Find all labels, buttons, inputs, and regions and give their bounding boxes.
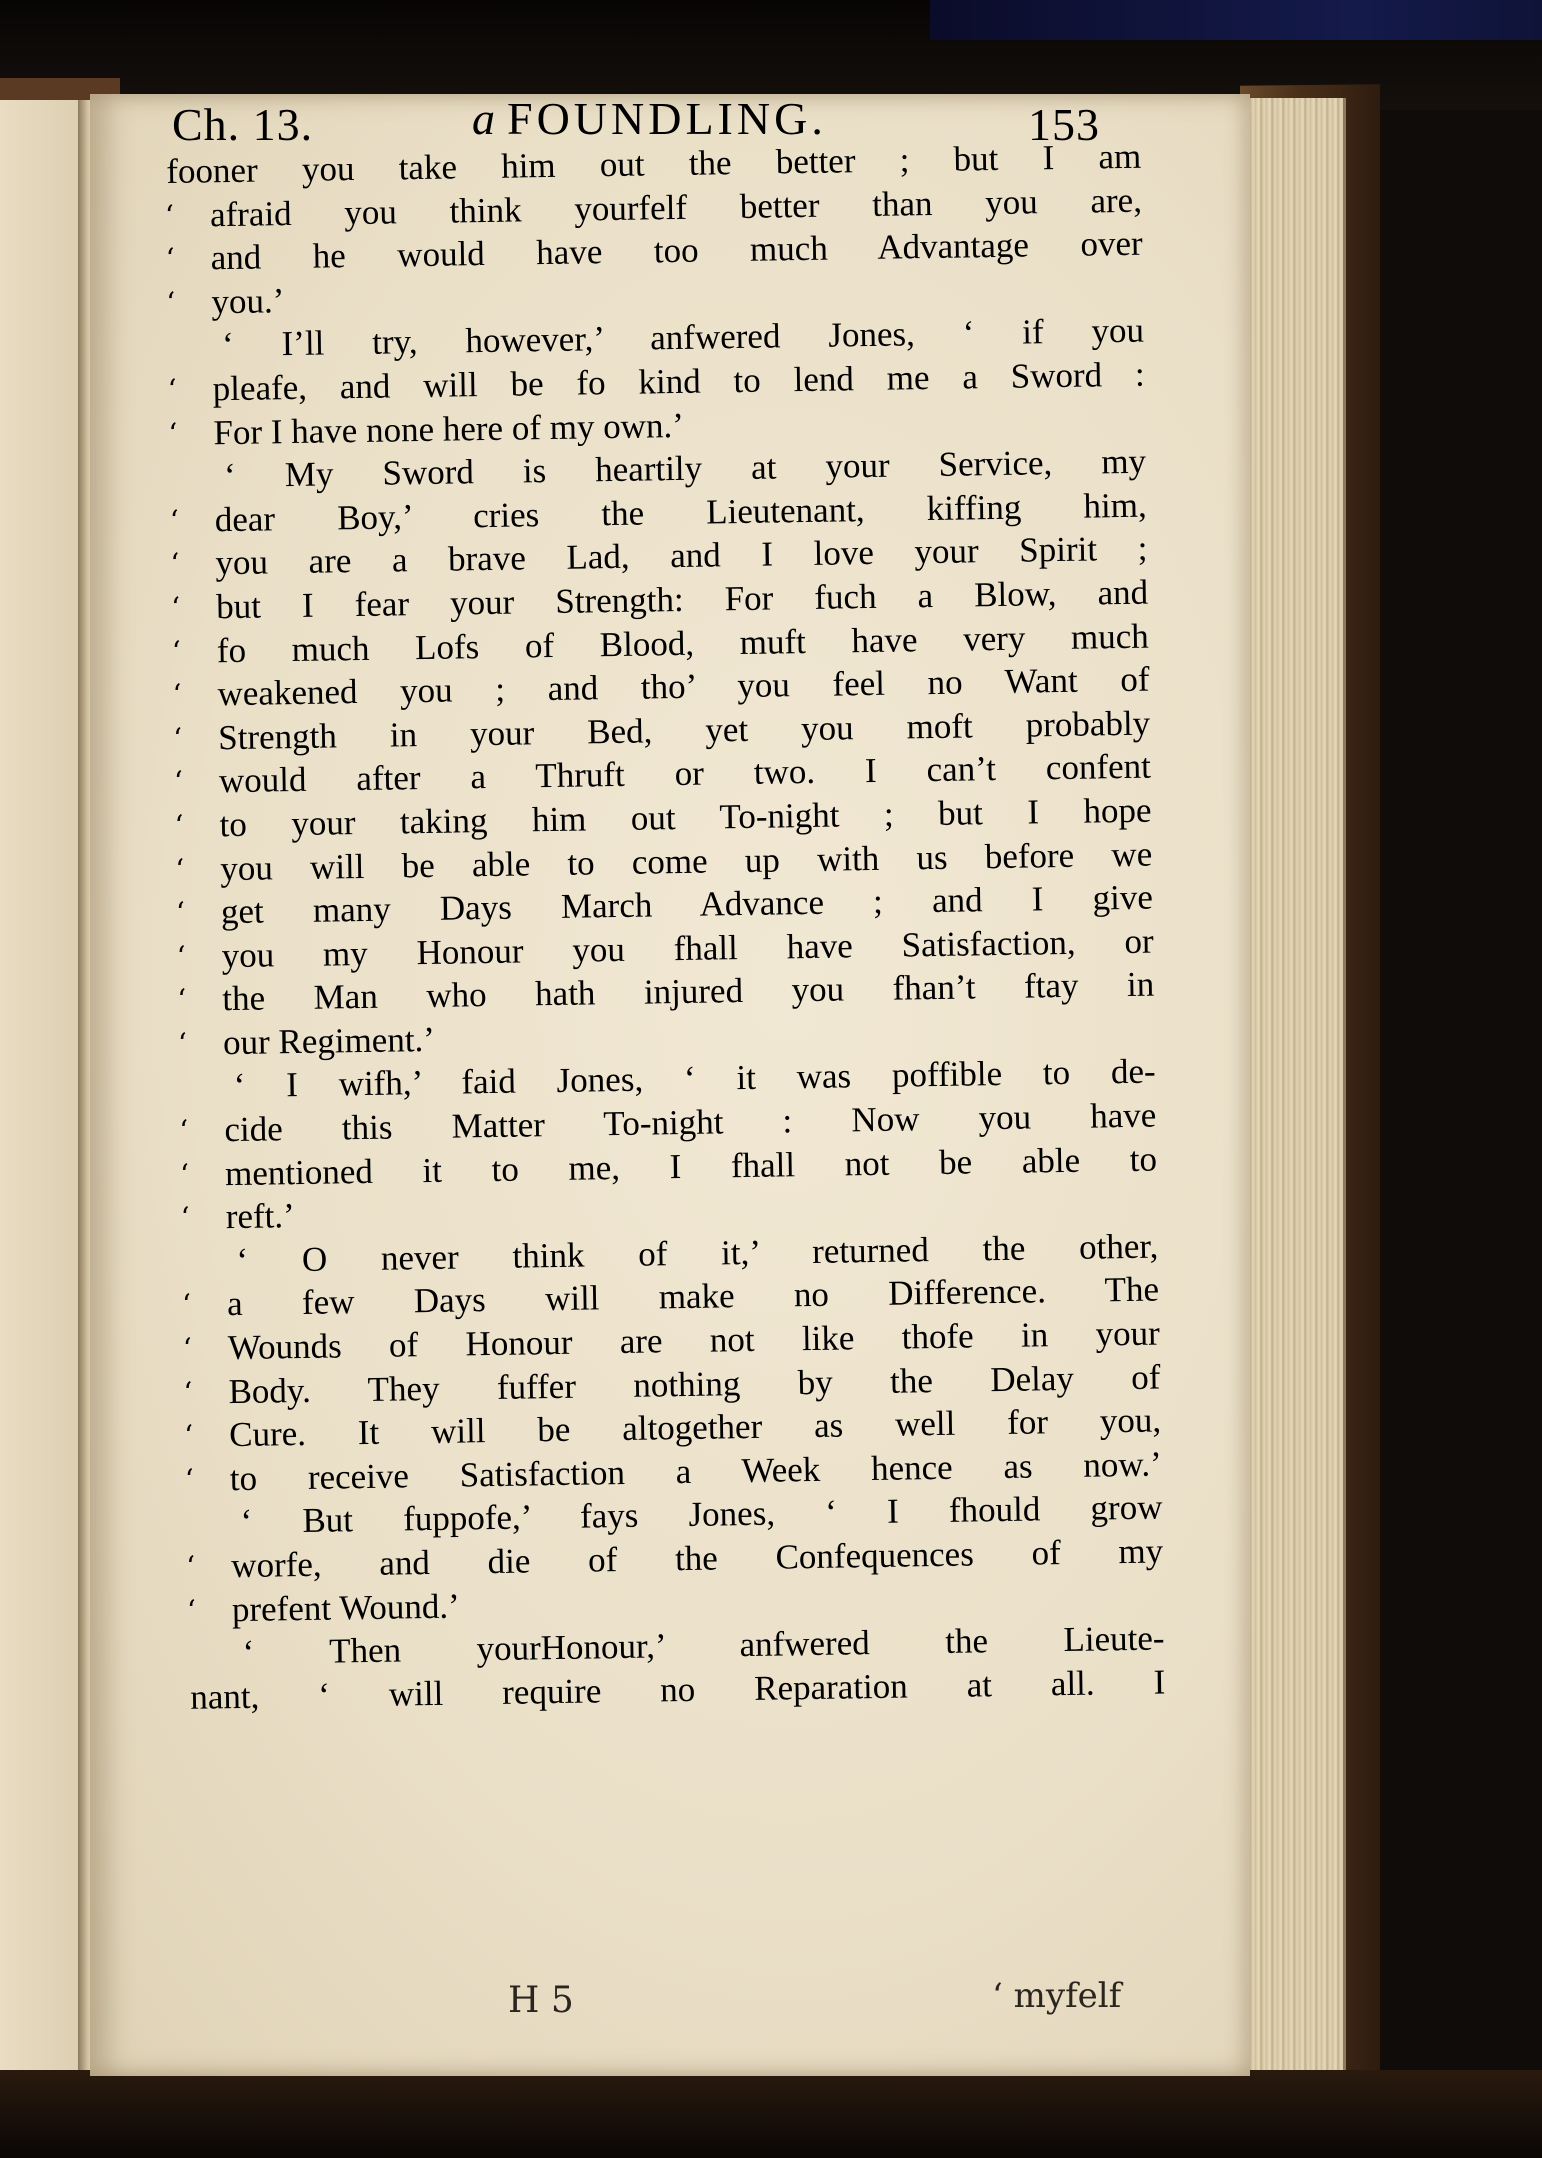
title-prefix: a	[472, 93, 495, 144]
line-text: our Regiment.’	[222, 1019, 436, 1063]
line-text: Strength in your Bed, yet you moft probably	[217, 703, 1151, 757]
margin-quote-mark: ‘	[181, 1288, 192, 1322]
chapter-label: Ch. 13.	[172, 99, 314, 150]
line-text: fooner you take him out the better ; but I am	[166, 136, 1142, 191]
line-text: a few Days will make no Difference. The	[226, 1269, 1160, 1324]
line-text: nant, ‘ will require no Reparation at all. I	[189, 1662, 1166, 1717]
margin-quote-mark: ‘	[171, 634, 182, 668]
margin-quote-mark: ‘	[173, 765, 184, 799]
margin-quote-mark: ‘	[175, 852, 185, 886]
page-number: 153	[1028, 99, 1100, 150]
line-text: ‘ But fuppofe,’ fays Jones, ‘ I fhould grow	[240, 1487, 1163, 1542]
line-text: you will be able to come up with us before we	[219, 834, 1153, 888]
bottom-shadow	[0, 2070, 1542, 2158]
line-text: prefent Wound.’	[231, 1586, 461, 1629]
left-page-edge	[0, 100, 80, 2075]
margin-quote-mark: ‘	[179, 1157, 190, 1191]
margin-quote-mark: ‘	[176, 939, 186, 973]
line-text: dear Boy,’ cries the Lieutenant, kiffing him,	[214, 485, 1148, 539]
catchword: ‘ myfelf	[992, 1976, 1122, 2016]
background-cloth	[930, 0, 1542, 40]
line-text: For I have none here of my own.’	[213, 405, 685, 452]
margin-quote-mark: ‘	[179, 1113, 189, 1147]
line-text: reft.’	[225, 1196, 296, 1237]
margin-quote-mark: ‘	[177, 983, 187, 1017]
line-text: ‘ My Sword is heartily at your Service, my	[223, 441, 1147, 496]
line-text: to your taking him out To-night ; but I hope	[219, 790, 1152, 845]
line-text: and he would have too much Advantage over	[210, 223, 1143, 278]
title-text: FOUNDLING.	[507, 93, 827, 144]
line-text: you.’	[211, 280, 285, 322]
line-text: worfe, and die of the Confequences of my	[230, 1531, 1164, 1586]
line-text: the Man who hath injured you fhan’t ftay in	[222, 964, 1155, 1019]
line-text: Body. They fuffer nothing by the Delay of	[228, 1357, 1161, 1411]
line-text: pleafe, and will be fo kind to lend me a Sword :	[212, 354, 1145, 409]
margin-quote-mark: ‘	[177, 1026, 188, 1060]
margin-quote-mark: ‘	[170, 590, 181, 624]
line-text: ‘ I wifh,’ faid Jones, ‘ it was poffible to de-	[233, 1052, 1156, 1106]
line-text: ‘ O never think of it,’ returned the other,	[236, 1226, 1159, 1280]
running-title	[472, 92, 827, 145]
margin-quote-mark: ‘	[175, 895, 186, 929]
margin-quote-mark: ‘	[168, 416, 178, 450]
margin-quote-mark: ‘	[167, 372, 177, 406]
signature-mark: H 5	[508, 1980, 574, 2021]
page-edges	[1245, 98, 1346, 2080]
line-text: you my Honour you fhall have Satisfaction, or	[221, 921, 1154, 975]
margin-quote-mark: ‘	[164, 198, 175, 232]
margin-quote-mark: ‘	[183, 1418, 194, 1453]
line-text: would after a Thruft or two. I can’t confent	[218, 746, 1152, 801]
page-text	[164, 135, 1169, 1720]
line-text: Wounds of Honour are not like thofe in your	[227, 1313, 1161, 1368]
margin-quote-mark: ‘	[170, 547, 180, 581]
margin-quote-mark: ‘	[165, 242, 175, 276]
line-text: ‘ I’ll try, however,’ anfwered Jones, ‘ if you	[221, 311, 1145, 365]
line-text: get many Days March Advance ; and I give	[220, 877, 1154, 932]
line-text: but I fear your Strength: For fuch a Blow, and	[215, 572, 1149, 627]
margin-quote-mark: ‘	[185, 1549, 196, 1583]
line-text: afraid you think yourfelf better than you are,	[209, 180, 1143, 234]
line-text: you are a brave Lad, and I love your Spirit ;	[215, 528, 1148, 583]
line-text: cide this Matter To-night : Now you have	[224, 1095, 1157, 1150]
line-text: Cure. It will be altogether as well for you,	[228, 1400, 1162, 1455]
margin-quote-mark: ‘	[174, 808, 184, 842]
line-text: mentioned it to me, I fhall not be able to	[224, 1139, 1158, 1193]
line-text: ‘ Then yourHonour,’ anfwered the Lieute-	[242, 1618, 1165, 1673]
margin-quote-mark: ‘	[186, 1593, 197, 1627]
line-text: weakened you ; and tho’ you feel no Want of	[217, 659, 1150, 714]
margin-quote-mark: ‘	[166, 285, 176, 319]
margin-quote-mark: ‘	[172, 677, 182, 712]
margin-quote-mark: ‘	[172, 721, 183, 755]
margin-quote-mark: ‘	[183, 1375, 193, 1409]
line-text: fo much Lofs of Blood, muft have very much	[216, 616, 1150, 670]
line-text: to receive Satisfaction a Week hence as now.’	[229, 1444, 1163, 1498]
margin-quote-mark: ‘	[169, 503, 179, 537]
margin-quote-mark: ‘	[184, 1462, 195, 1496]
margin-quote-mark: ‘	[182, 1331, 192, 1365]
margin-quote-mark: ‘	[180, 1200, 190, 1235]
